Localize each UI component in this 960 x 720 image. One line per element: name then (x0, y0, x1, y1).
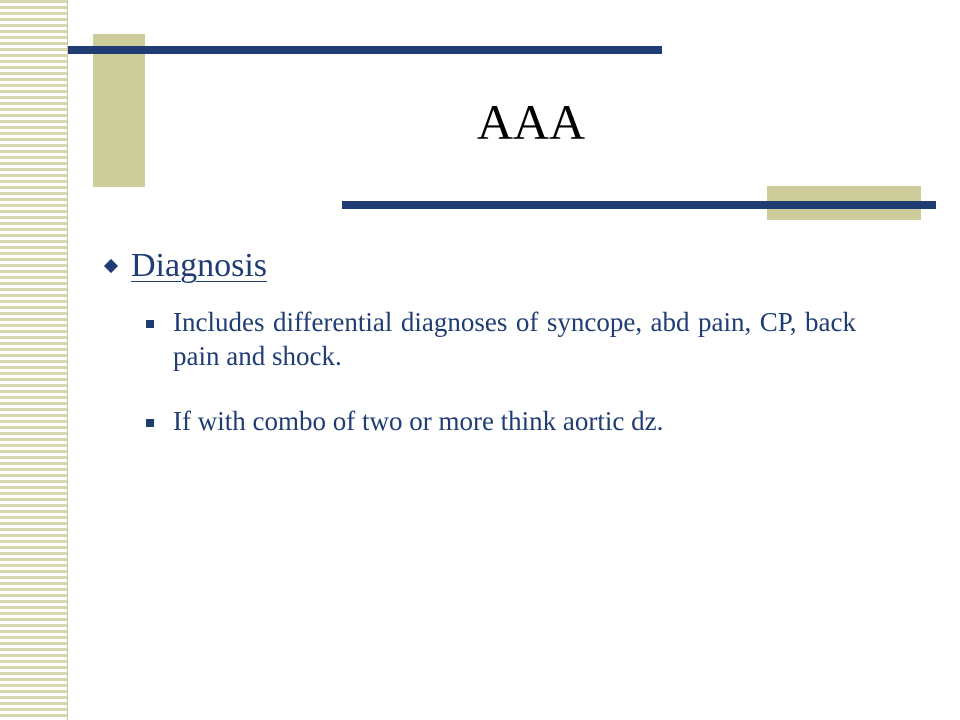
sub-bullet-item (146, 404, 856, 438)
sub-bullet-text: Includes differential diagnoses of syncope, abd pain, CP, back pain and shock. (173, 307, 856, 371)
sub-bullet-text: If with combo of two or more think aortic dz. (173, 406, 664, 436)
sub-bullet-item (146, 305, 856, 373)
heading-bullet-item (104, 244, 267, 288)
tan-accent-block-top (93, 34, 145, 187)
slide-title: AAA (476, 94, 586, 150)
hatched-side-stripe (0, 0, 68, 720)
diamond-bullet-icon (104, 259, 118, 273)
navy-accent-line-bottom (342, 201, 936, 209)
square-bullet-icon (146, 419, 154, 427)
square-bullet-icon (146, 320, 154, 328)
diagnosis-heading: Diagnosis (131, 247, 267, 284)
navy-accent-line-top (68, 46, 662, 54)
